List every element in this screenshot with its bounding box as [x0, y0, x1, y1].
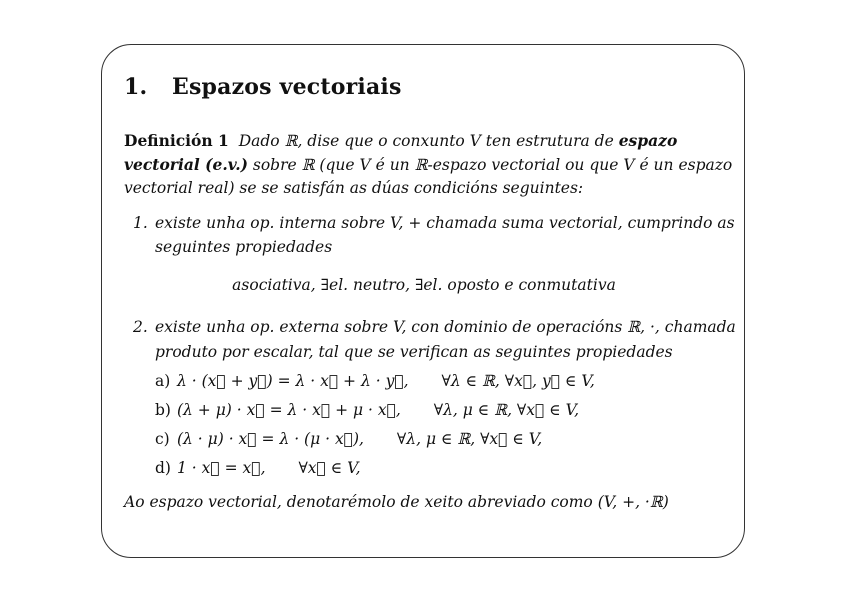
- slide-frame: [101, 44, 745, 558]
- item-2-number: 2.: [133, 318, 148, 336]
- item-2-text: existe unha op. externa sobre V, con dominio de operacións ℝ, ·, chamada: [155, 318, 736, 336]
- item-1-line-2: seguintes propiedades: [155, 238, 333, 256]
- definition-label: Definición 1: [124, 131, 229, 150]
- property-b: [155, 401, 579, 419]
- property-b-label: b): [155, 401, 171, 419]
- property-c: [155, 430, 542, 448]
- property-d-label: d): [155, 459, 171, 477]
- item-2-line-1: [133, 318, 736, 336]
- section-title-text: Espazos vectoriais: [172, 74, 402, 100]
- item-1-text: existe unha op. interna sobre V, + chamada suma vectorial, cumprindo as: [155, 214, 735, 232]
- property-a-formula: λ · (x⃗ + y⃗) = λ · x⃗ + λ · y⃗,: [177, 372, 409, 390]
- property-a-condition: ∀λ ∈ ℝ, ∀x⃗, y⃗ ∈ V,: [441, 372, 595, 390]
- section-title: [124, 74, 402, 100]
- definition-term-1: espazo: [618, 131, 678, 150]
- property-b-formula: (λ + μ) · x⃗ = λ · x⃗ + μ · x⃗,: [177, 401, 401, 419]
- item-2-line-2: produto por escalar, tal que se verifican as seguintes propiedades: [155, 343, 673, 361]
- definition-line-1: [124, 131, 677, 150]
- item-1-line-1: [133, 214, 735, 232]
- property-d: [155, 459, 361, 477]
- definition-text-1: Dado ℝ, dise que o conxunto V ten estrutura de: [238, 132, 619, 150]
- property-d-formula: 1 · x⃗ = x⃗,: [177, 459, 266, 477]
- property-d-condition: ∀x⃗ ∈ V,: [298, 459, 361, 477]
- item-1-number: 1.: [133, 214, 148, 232]
- property-a: [155, 372, 595, 390]
- property-c-formula: (λ · μ) · x⃗ = λ · (μ · x⃗),: [177, 430, 364, 448]
- definition-line-2: [124, 155, 732, 174]
- property-c-label: c): [155, 430, 170, 448]
- definition-text-2: sobre ℝ (que V é un ℝ-espazo vectorial ou que V é un espazo: [247, 156, 733, 174]
- closing-text: Ao espazo vectorial, denotarémolo de xeito abreviado como (V, +, ·ℝ): [124, 493, 669, 511]
- definition-term-2: vectorial (e.v.): [124, 155, 248, 174]
- property-c-condition: ∀λ, μ ∈ ℝ, ∀x⃗ ∈ V,: [396, 430, 543, 448]
- item-1-properties-summary: asociativa, ∃el. neutro, ∃el. oposto e conmutativa: [232, 276, 616, 294]
- property-a-label: a): [155, 372, 171, 390]
- section-number: 1.: [124, 74, 148, 100]
- definition-line-3: vectorial real) se se satisfán as dúas condicións seguintes:: [124, 179, 584, 197]
- property-b-condition: ∀λ, μ ∈ ℝ, ∀x⃗ ∈ V,: [433, 401, 580, 419]
